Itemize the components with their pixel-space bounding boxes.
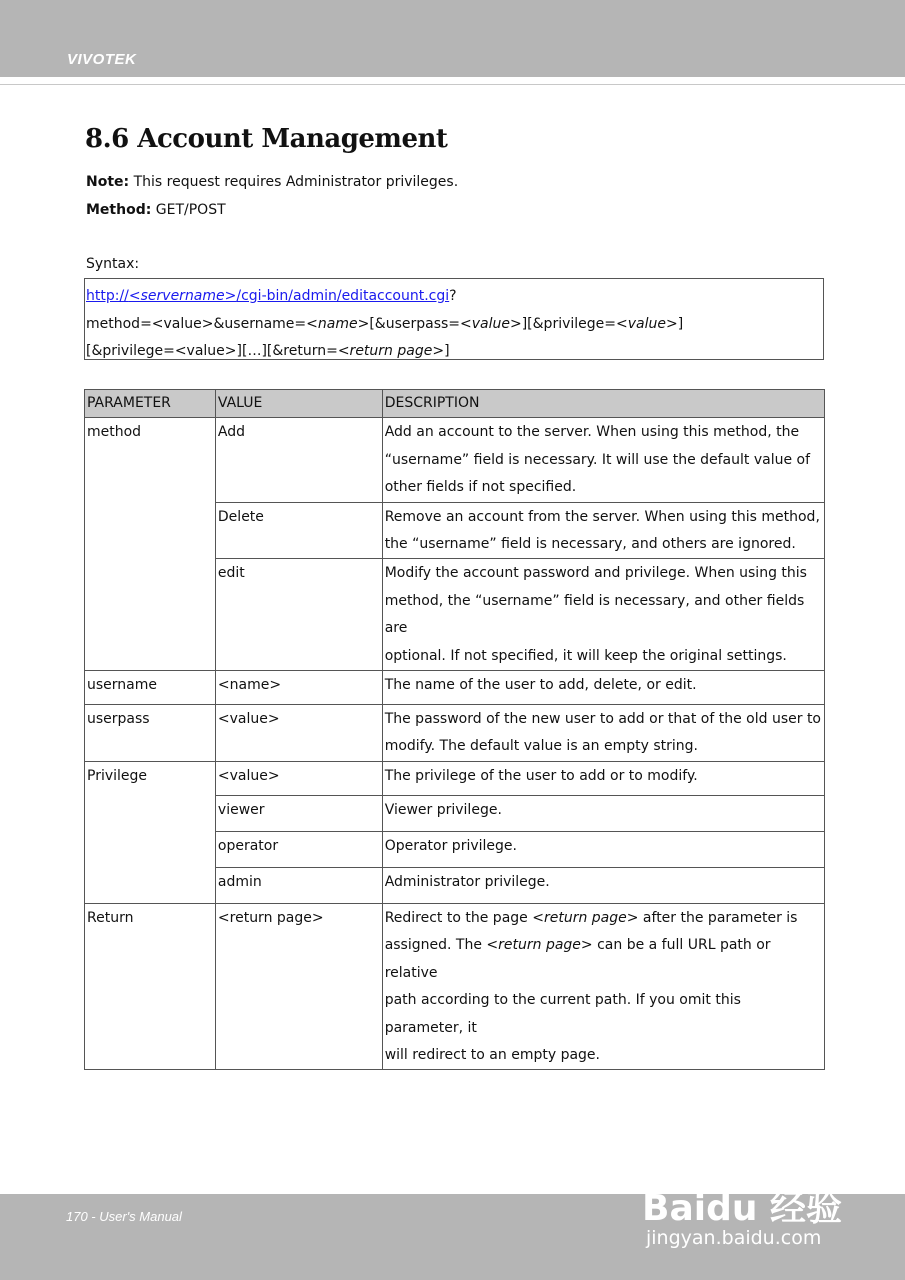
- value-cell: edit: [215, 559, 382, 671]
- value-cell: <value>: [215, 761, 382, 795]
- watermark-brand-text: Baidu 经验: [642, 1188, 843, 1229]
- value-cell: Delete: [215, 502, 382, 559]
- param-cell: method: [85, 418, 216, 671]
- description-cell: Viewer privilege.: [382, 795, 824, 831]
- note-label: Note:: [86, 174, 130, 190]
- description-cell: Remove an account from the server. When using this method, the “username” field is necessary, and others are ignored.: [382, 502, 824, 559]
- syntax-line-3: [&privilege=<value>][…][&return=<return page>]: [86, 343, 450, 359]
- method-line: [86, 201, 226, 219]
- table-row: [85, 418, 825, 502]
- paw-print-icon: [712, 1161, 775, 1191]
- table-row: [85, 761, 825, 795]
- method-label: Method:: [86, 202, 152, 218]
- param-cell: Return: [85, 903, 216, 1069]
- description-cell: Modify the account password and privilege. When using this method, the “username” field is necessary, and other fields are optional. If not specified, it will keep the original settings.: [382, 559, 824, 671]
- description-cell: The password of the new user to add or that of the old user to modify. The default value is an empty string.: [382, 705, 824, 762]
- watermark-url-text: jingyan.baidu.com: [646, 1227, 822, 1249]
- value-cell: admin: [215, 867, 382, 903]
- value-cell: <name>: [215, 671, 382, 705]
- syntax-url-link[interactable]: http://<servername>/cgi-bin/admin/editaccount.cgi: [86, 288, 450, 304]
- description-cell: The name of the user to add, delete, or edit.: [382, 671, 824, 705]
- value-cell: <return page>: [215, 903, 382, 1069]
- page-number-label: 170 - User's Manual: [66, 1209, 182, 1224]
- value-cell: viewer: [215, 795, 382, 831]
- note-text: This request requires Administrator privileges.: [129, 174, 459, 190]
- value-cell: Add: [215, 418, 382, 502]
- note-line: [86, 173, 458, 191]
- syntax-label: Syntax:: [86, 256, 140, 272]
- syntax-line-2: method=<value>&username=<name>[&userpass=<value>][&privilege=<value>]: [86, 315, 684, 332]
- method-text: GET/POST: [151, 202, 226, 218]
- param-cell: userpass: [85, 705, 216, 762]
- page-header: [0, 0, 905, 77]
- baidu-jingyan-watermark: [640, 1160, 865, 1255]
- table-header-row: [85, 390, 825, 418]
- header-parameter: PARAMETER: [85, 390, 216, 418]
- syntax-line-1: http://<servername>/cgi-bin/admin/editaccount.cgi?: [86, 288, 457, 304]
- section-title: 8.6 Account Management: [85, 124, 448, 154]
- table-row: [85, 903, 825, 1069]
- header-divider: [0, 84, 905, 85]
- description-cell: Administrator privilege.: [382, 867, 824, 903]
- brand-logo: VIVOTEK: [67, 51, 137, 68]
- description-cell: Redirect to the page <return page> after the parameter is assigned. The <return page> can be a full URL path or relative path according to the current path. If you omit this parameter, it will redirect to an empty page.: [382, 903, 824, 1069]
- param-cell: username: [85, 671, 216, 705]
- header-description: DESCRIPTION: [382, 390, 824, 418]
- param-cell: Privilege: [85, 761, 216, 903]
- table-row: [85, 671, 825, 705]
- value-cell: <value>: [215, 705, 382, 762]
- syntax-box: [84, 278, 824, 360]
- table-row: [85, 705, 825, 762]
- header-value: VALUE: [215, 390, 382, 418]
- description-cell: The privilege of the user to add or to modify.: [382, 761, 824, 795]
- description-cell: Add an account to the server. When using this method, the “username” field is necessary. It will use the default value of other fields if not specified.: [382, 418, 824, 502]
- description-cell: Operator privilege.: [382, 831, 824, 867]
- value-cell: operator: [215, 831, 382, 867]
- parameter-table: [84, 389, 825, 1070]
